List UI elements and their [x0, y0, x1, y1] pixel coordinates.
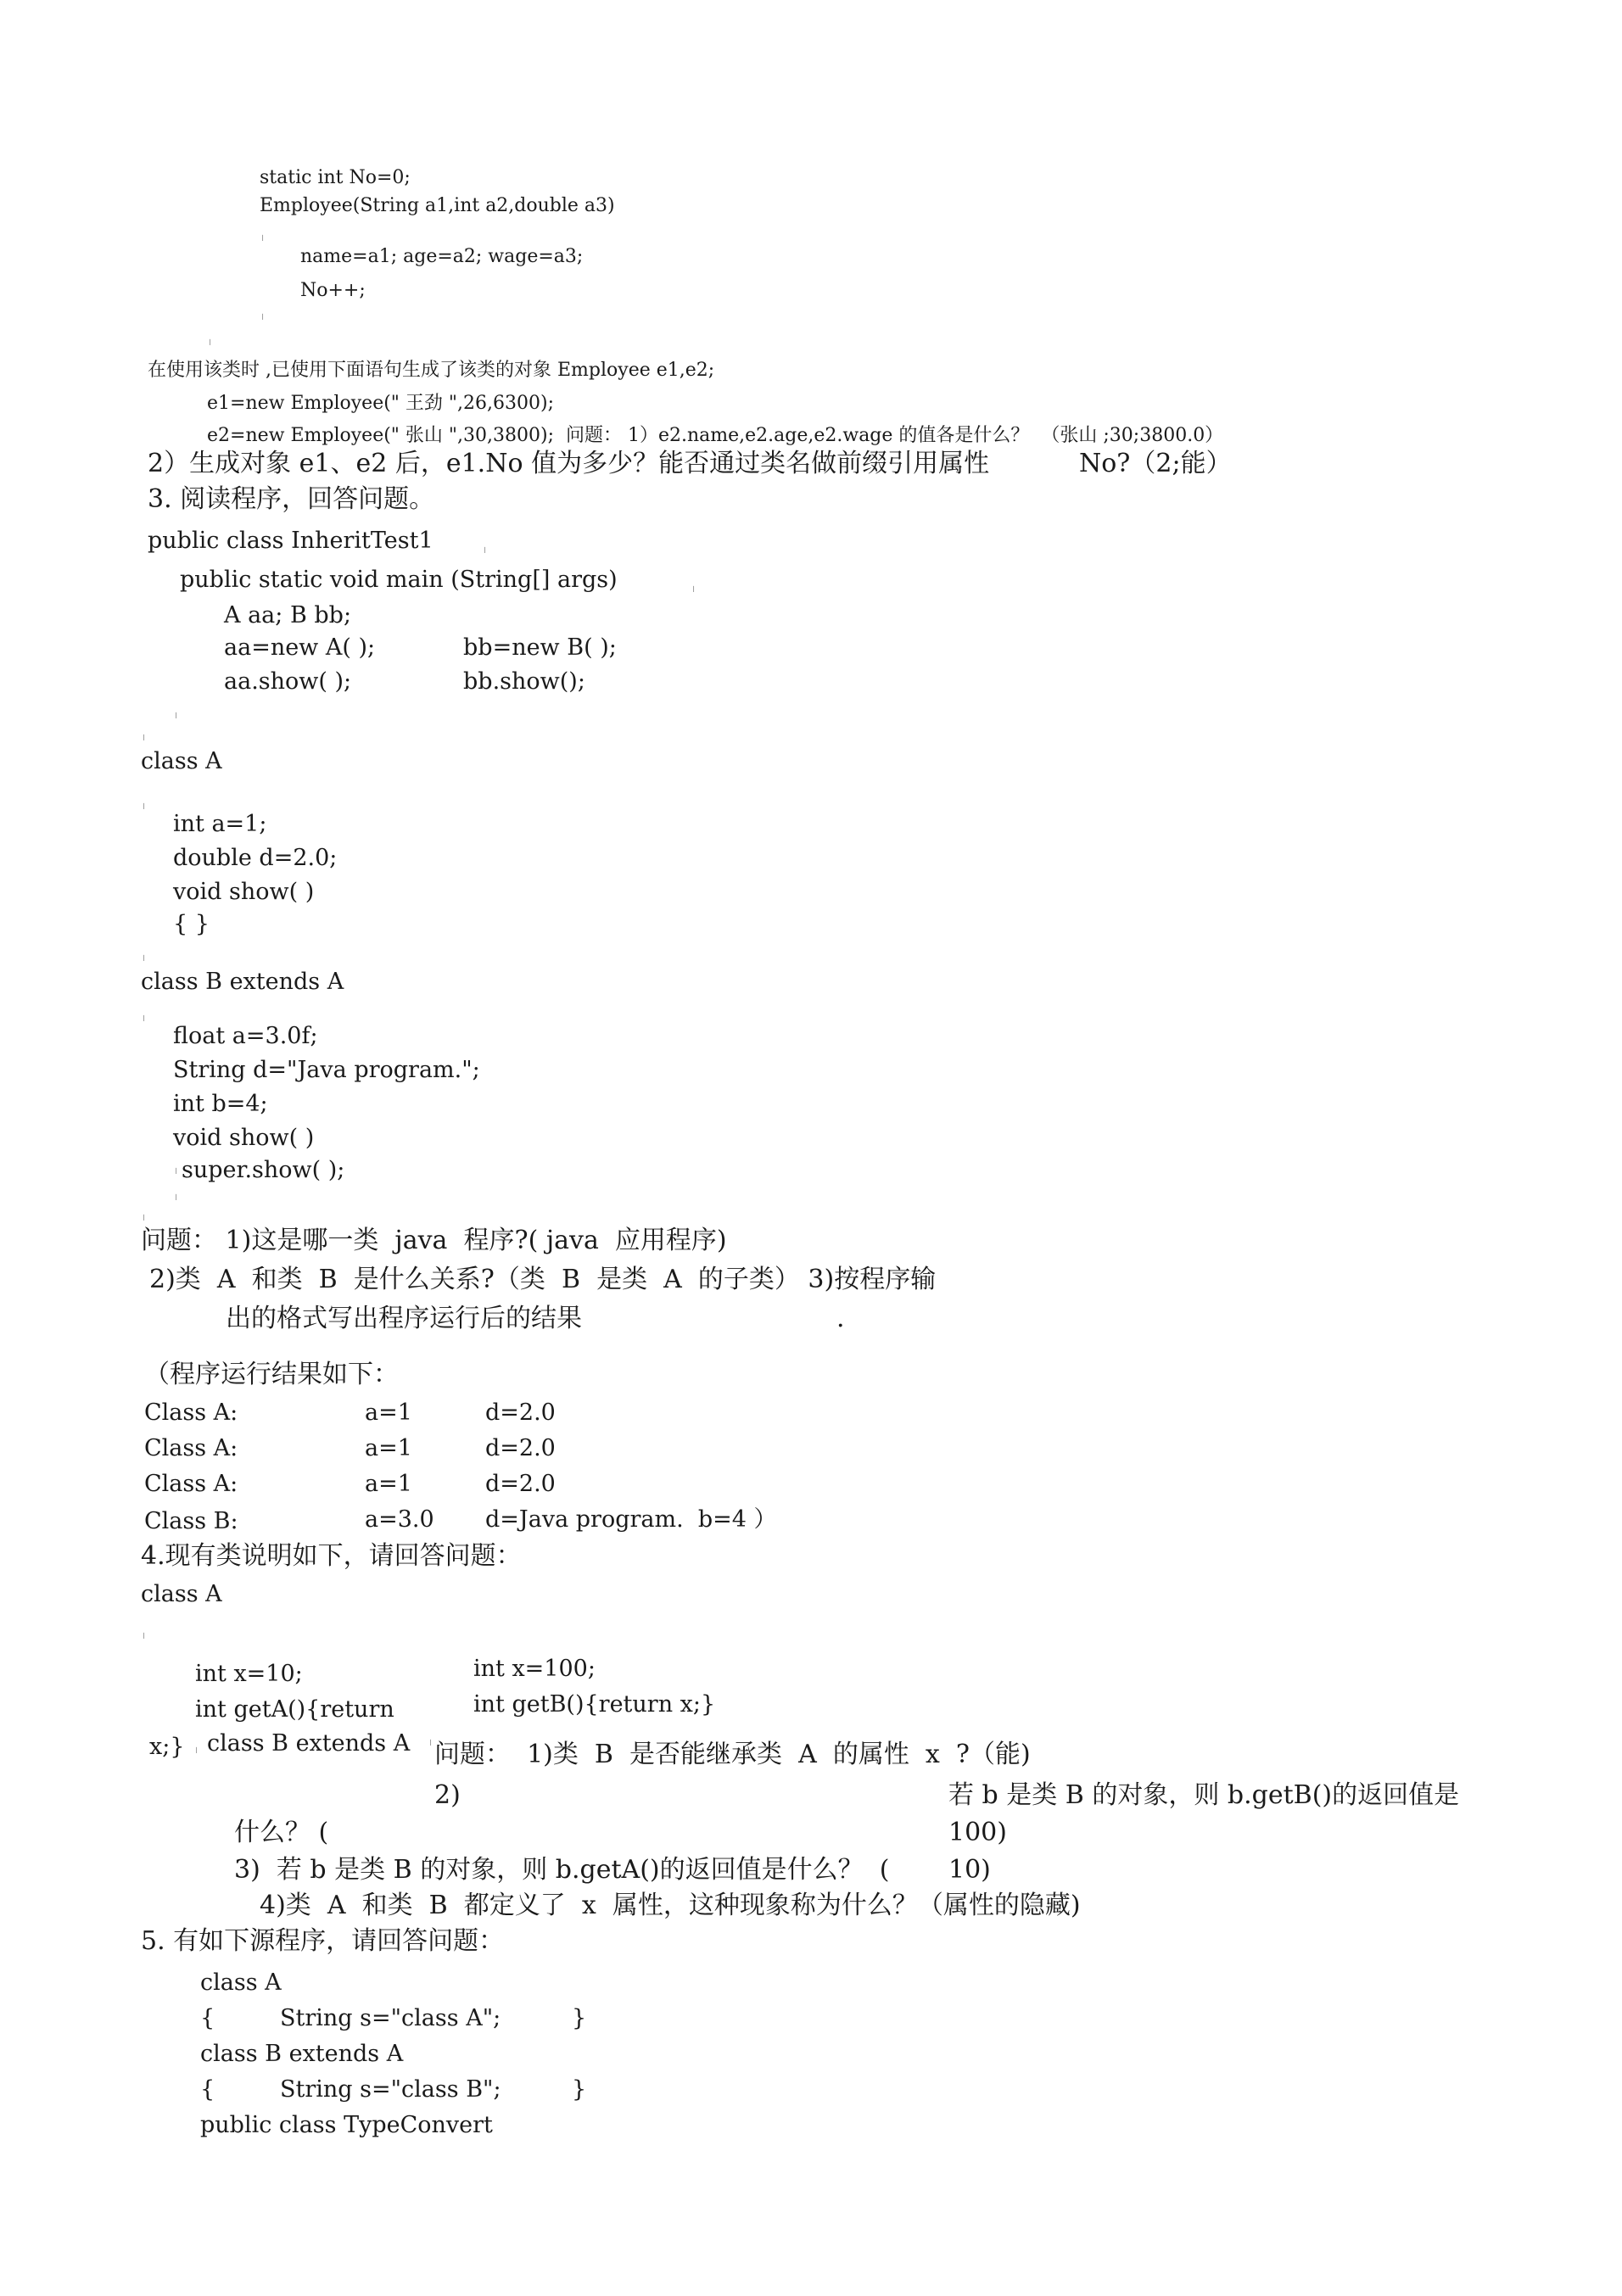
code-line: { — [200, 2005, 215, 2031]
brace-mark: ╷ — [141, 797, 148, 809]
code-line: String s="class B"; — [280, 2076, 501, 2103]
code-line: e1=new Employee(" 王劲 ",26,6300); — [207, 393, 554, 414]
code-line: int getA(){return — [195, 1696, 394, 1723]
code-line: class A — [141, 748, 222, 774]
result-line: a=1 — [365, 1399, 412, 1426]
code-line: class B extends A — [207, 1730, 411, 1757]
answer-text: No?（2;能） — [1079, 449, 1232, 478]
code-line: int x=100; — [473, 1656, 596, 1682]
brace-mark: ╷ — [428, 1734, 434, 1746]
brace-mark: ╷ — [141, 1009, 148, 1021]
code-line: x;} — [149, 1734, 185, 1760]
code-line: class B extends A — [141, 969, 344, 995]
brace-mark: ╷ — [173, 1162, 180, 1174]
question-text: 2）生成对象 e1、e2 后，e1.No 值为多少？能否通过类名做前缀引用属性 — [148, 449, 990, 478]
brace-mark: ╵ — [141, 1215, 148, 1226]
brace-mark: ╷ — [482, 541, 489, 553]
question-text: 问题： 1)类 B 是否能继承类 A 的属性 x ?（能) — [434, 1740, 1031, 1769]
code-line: int x=10; — [195, 1661, 303, 1687]
result-line: a=3.0 — [365, 1506, 434, 1533]
brace-mark: ╷ — [141, 1627, 148, 1639]
code-line: String d="Java program."; — [173, 1057, 480, 1083]
code-line: { — [200, 2076, 215, 2103]
code-line: float a=3.0f; — [173, 1023, 318, 1049]
question-text: 出的格式写出程序运行后的结果 — [226, 1304, 582, 1333]
code-line: name=a1; age=a2; wage=a3; — [300, 246, 584, 267]
brace-mark: ╵ — [173, 712, 180, 724]
code-line: public static void main (String[] args) — [180, 567, 618, 593]
code-line: { } — [173, 911, 210, 937]
answer-text: 100) — [948, 1818, 1007, 1847]
code-line: Employee(String a1,int a2,double a3) — [260, 195, 615, 216]
punctuation: . — [836, 1304, 845, 1333]
question-text: 3) 若 b 是类 B 的对象，则 b.getA()的返回值是什么？ ( — [234, 1855, 890, 1885]
text-line: 在使用该类时 ,已使用下面语句生成了该类的对象 Employee e1,e2; — [148, 360, 715, 381]
code-line: } — [572, 2005, 587, 2031]
code-line: aa.show( ); — [224, 668, 352, 695]
code-line: double d=2.0; — [173, 845, 338, 871]
brace-mark: ╵ — [173, 1194, 180, 1206]
code-line: No++; — [300, 280, 366, 301]
result-line: d=2.0 — [485, 1399, 556, 1426]
brace-mark: ╵ — [193, 1747, 200, 1759]
result-line: d=2.0 — [485, 1435, 556, 1461]
code-line: bb=new B( ); — [463, 634, 617, 661]
brace-mark: ╵ — [141, 735, 148, 746]
brace-mark: ╷ — [260, 229, 266, 241]
code-line: static int No=0; — [260, 167, 411, 188]
question-text: 2) — [434, 1780, 461, 1810]
code-line: e2=new Employee(" 张山 ",30,3800); 问题： 1）e2.name,e2.age,e2.wage 的值各是什么？ （张山 ;30;3800.0） — [207, 425, 1224, 446]
result-line: d=Java program. b=4 ） — [485, 1506, 777, 1533]
result-line: Class A: — [144, 1399, 238, 1426]
question-text: 若 b 是类 B 的对象，则 b.getB()的返回值是 — [948, 1780, 1460, 1810]
code-line: int getB(){return x;} — [473, 1691, 716, 1718]
result-line: a=1 — [365, 1435, 412, 1461]
code-line: int a=1; — [173, 811, 267, 837]
question-text: 2)类 A 和类 B 是什么关系?（类 B 是类 A 的子类） 3)按程序输 — [149, 1265, 937, 1294]
code-line: public class InheritTest1 — [148, 528, 433, 554]
result-heading: （程序运行结果如下： — [144, 1360, 399, 1389]
brace-mark: ╵ — [207, 339, 214, 351]
result-line: Class B: — [144, 1508, 238, 1534]
code-line: class A — [200, 1969, 282, 1996]
code-line: void show( ) — [173, 1125, 315, 1151]
question-text: 问题： 1)这是哪一类 java 程序?( java 应用程序) — [141, 1226, 727, 1255]
section-title: 4.现有类说明如下，请回答问题： — [141, 1541, 522, 1571]
code-line: void show( ) — [173, 879, 315, 905]
result-line: d=2.0 — [485, 1471, 556, 1497]
brace-mark: ╷ — [691, 580, 697, 592]
section-title: 3. 阅读程序，回答问题。 — [148, 484, 435, 514]
code-line: bb.show(); — [463, 668, 585, 695]
code-line: aa=new A( ); — [224, 634, 376, 661]
code-line: } — [572, 2076, 587, 2103]
brace-mark: ╵ — [260, 314, 266, 326]
code-line: String s="class A"; — [280, 2005, 501, 2031]
code-line: super.show( ); — [182, 1157, 345, 1183]
code-line: A aa; B bb; — [224, 602, 352, 628]
result-line: Class A: — [144, 1471, 238, 1497]
question-text: 什么？ ( — [234, 1818, 329, 1847]
code-line: class B extends A — [200, 2041, 404, 2067]
section-title: 5. 有如下源程序，请回答问题： — [141, 1926, 505, 1956]
answer-text: 10) — [948, 1855, 991, 1885]
brace-mark: ╵ — [141, 955, 148, 967]
code-line: class A — [141, 1581, 222, 1607]
code-line: public class TypeConvert — [200, 2112, 493, 2138]
question-text: 4)类 A 和类 B 都定义了 x 属性，这种现象称为什么？（属性的隐藏) — [260, 1891, 1081, 1920]
result-line: a=1 — [365, 1471, 412, 1497]
code-line: int b=4; — [173, 1091, 268, 1117]
result-line: Class A: — [144, 1435, 238, 1461]
